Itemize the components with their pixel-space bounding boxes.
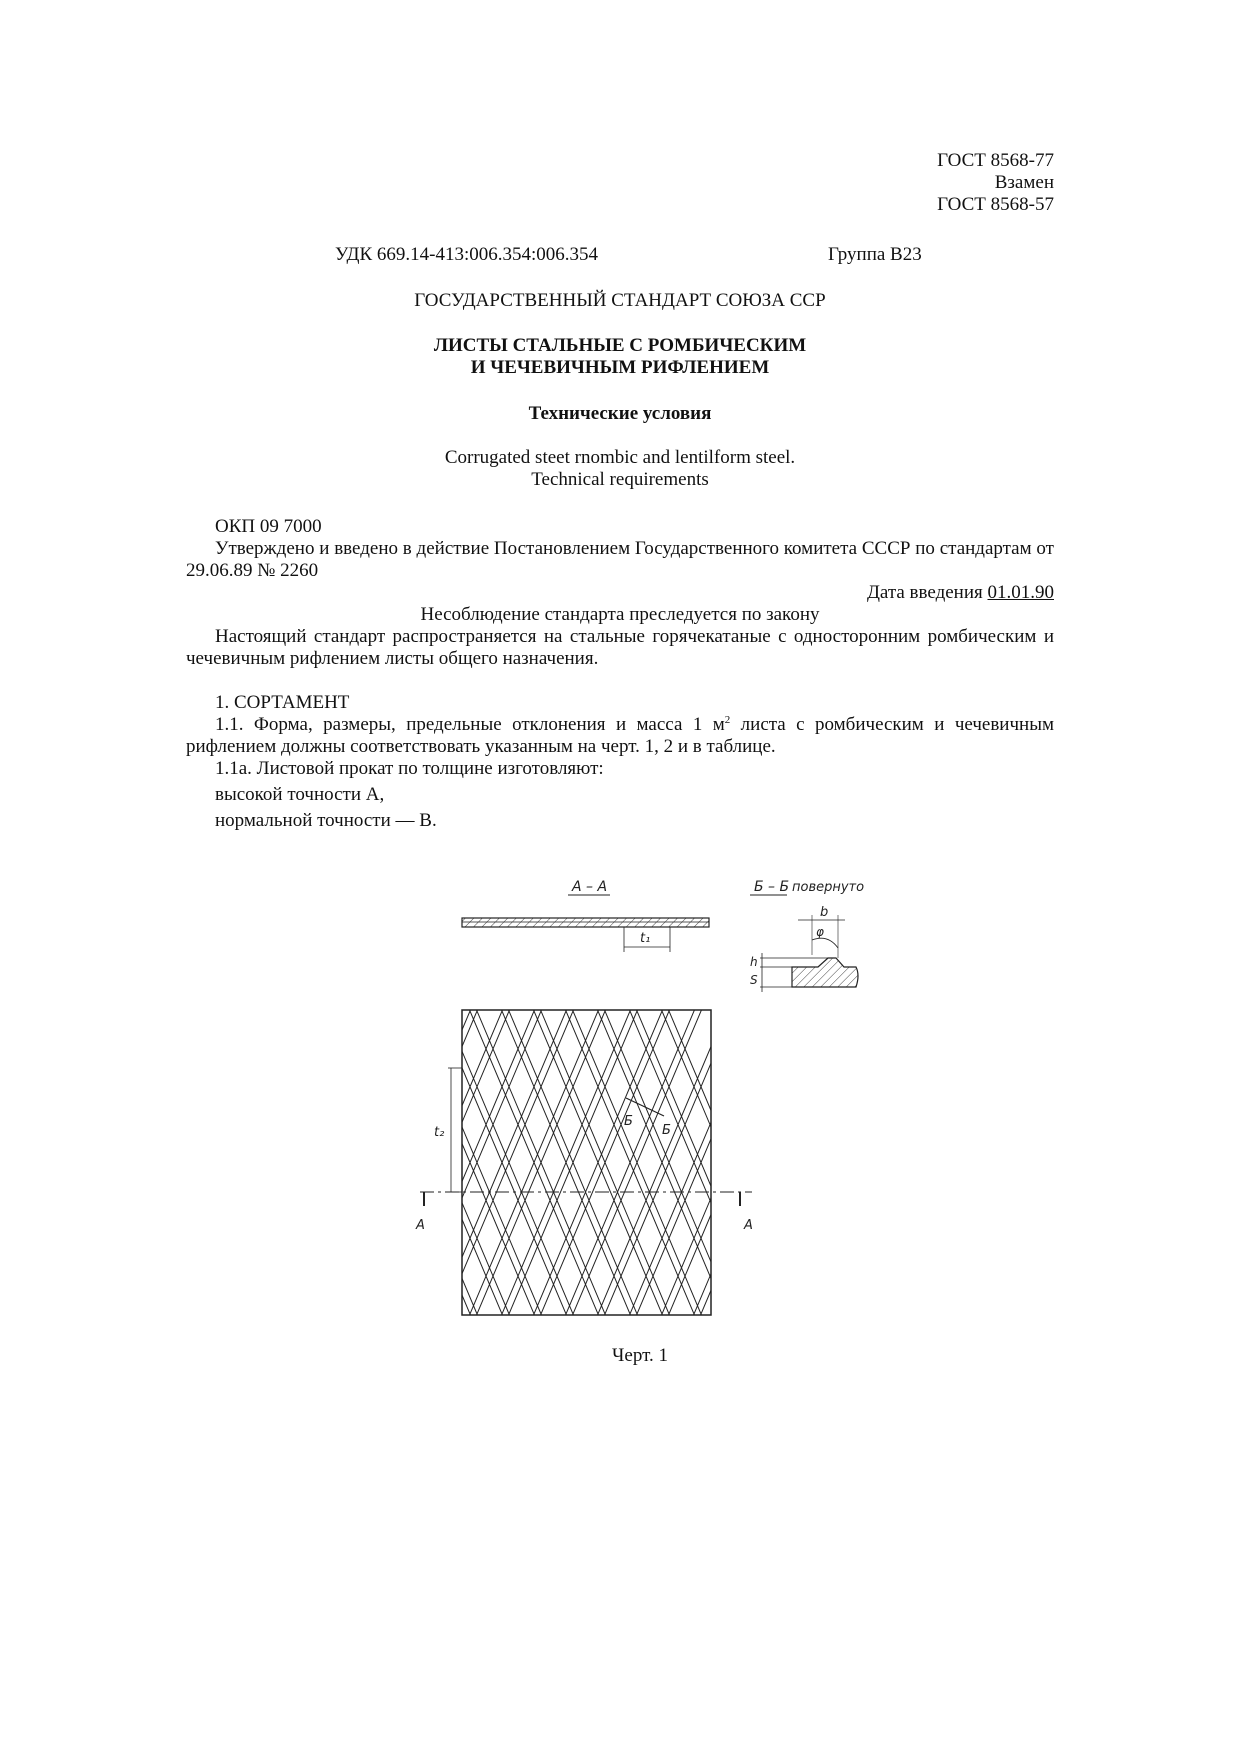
p11-text-end: листа с ромбическим и чечевичным рифлением должны соответствовать указанным на черт. 1, 2 и в таблице. xyxy=(186,714,1054,757)
section-aa-profile xyxy=(462,918,709,927)
precision-item-normal: нормальной точности — В. xyxy=(215,810,437,831)
p11-text-start: 1.1. Форма, размеры, предельные отклонения и масса 1 м xyxy=(215,714,725,735)
section-aa-label: А – А xyxy=(572,879,608,895)
legal-notice: Несоблюдение стандарта преследуется по закону xyxy=(420,604,820,625)
scope-paragraph: Настоящий стандарт распространяется на стальные горячекатаные с односторонним ромбическим и чечевичным рифлением листы общего назначения. xyxy=(186,626,1054,669)
document-subtitle: Технические условия xyxy=(528,403,712,424)
section-bb-view xyxy=(750,879,864,992)
introduction-date: 01.01.90 xyxy=(987,582,1054,603)
section-heading: 1. СОРТАМЕНТ xyxy=(215,692,350,713)
cut-b2-label: Б xyxy=(662,1123,671,1138)
drawing-caption: Черт. 1 xyxy=(612,1345,668,1366)
okp-code: ОКП 09 7000 xyxy=(215,516,322,537)
cut-a-left-label: А xyxy=(416,1218,425,1233)
dim-h-label: h xyxy=(750,955,758,969)
english-title-line-1: Corrugated steet rnombic and lentilform steel. xyxy=(444,447,796,468)
cut-a-right-label: А xyxy=(744,1218,753,1233)
title-line-2: И ЧЕЧЕВИЧНЫМ РИФЛЕНИЕМ xyxy=(470,357,770,378)
title-line-1: ЛИСТЫ СТАЛЬНЫЕ С РОМБИЧЕСКИМ xyxy=(433,335,807,356)
plate-top-view xyxy=(331,985,840,1340)
replaced-gost: ГОСТ 8568-57 xyxy=(937,194,1054,215)
group-code: Группа В23 xyxy=(828,244,922,265)
gost-number: ГОСТ 8568-77 xyxy=(937,150,1054,171)
precision-item-high: высокой точности А, xyxy=(215,784,385,805)
dim-s-label: S xyxy=(750,973,758,987)
section-bb-label: Б – Б xyxy=(754,879,790,895)
replaces-label: Взамен xyxy=(994,172,1054,193)
dim-phi-label: φ xyxy=(816,925,824,939)
section-bb-profile xyxy=(792,958,858,987)
udk-code: УДК 669.14-413:006.354:006.354 xyxy=(335,244,599,265)
introduction-date-label: Дата введения xyxy=(866,582,988,603)
dim-t1-label: t₁ xyxy=(640,931,651,946)
p11-superscript: 2 xyxy=(724,714,731,726)
dim-b-label: b xyxy=(820,905,829,920)
phi-angle-arc xyxy=(812,938,838,948)
paragraph-1-1a: 1.1а. Листовой прокат по толщине изготовляют: xyxy=(215,758,604,779)
approval-paragraph: Утверждено и введено в действие Постановлением Государственного комитета СССР по стандартам от 29.06.89 № 2260 xyxy=(186,538,1054,581)
standard-type: ГОСУДАРСТВЕННЫЙ СТАНДАРТ СОЮЗА ССР xyxy=(414,290,826,311)
cut-b1-label: Б xyxy=(624,1114,633,1129)
section-bb-rotated-note: повернуто xyxy=(792,880,865,895)
section-aa-view xyxy=(462,879,709,952)
dim-t2-label: t₂ xyxy=(434,1125,445,1140)
english-title-line-2: Technical requirements xyxy=(531,469,709,490)
